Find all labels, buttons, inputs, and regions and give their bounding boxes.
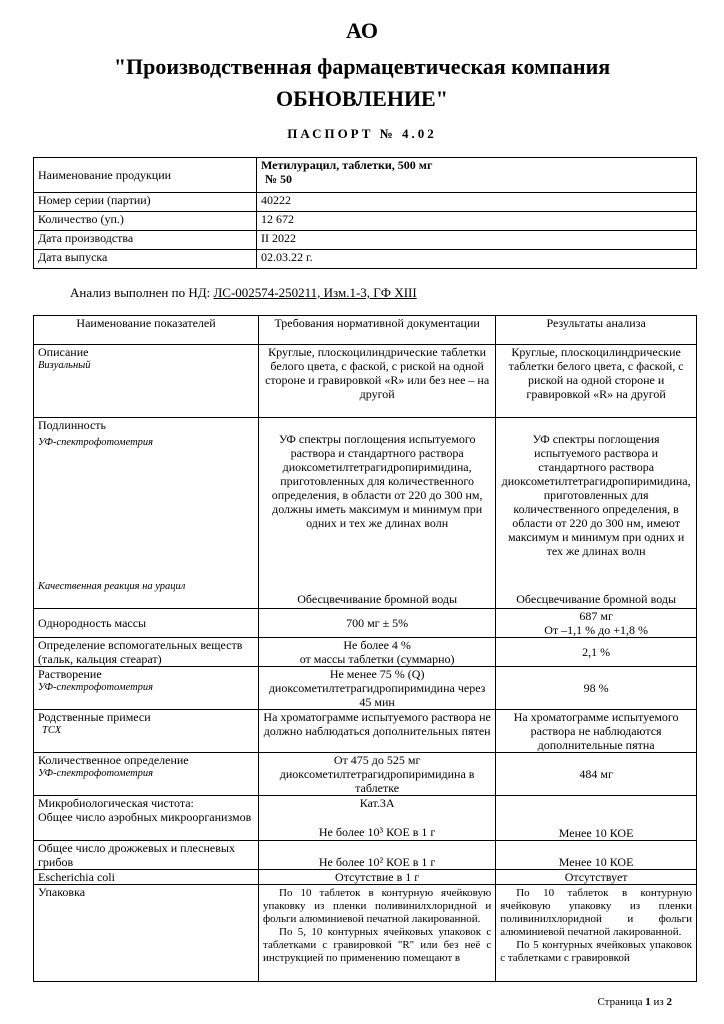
res-cell: 484 мг [496,753,697,796]
table-row [34,753,697,796]
table-header [34,316,697,345]
res-cell: Менее 10 КОЕ [496,796,697,841]
req-cell: УФ спектры поглощения испытуемого раствора и стандартного раствора диоксометилтетрагидропиримидина, приготовленных для количественного определения, в области от 220 до 300 нм, должны иметь максимум и минимум при одних и тех же длинах волн [271,432,483,530]
row-method: УФ-спектрофотометрия [38,682,154,693]
info-row-production-date [34,231,697,250]
table-row [34,710,697,753]
res-cell: Обесцвечивание бромной воды [516,592,677,606]
table-row [34,796,697,841]
info-value [257,158,697,193]
req-cell: По 5, 10 контурных ячейковых упаковок с таблетками с гравировкой "R" или без неё с инструкцией по применению помещают в [263,926,492,964]
row-subname: Общее число аэробных микроорганизмов [38,810,252,824]
company-name-line2: ОБНОВЛЕНИЕ" [276,86,448,111]
req-cell: Отсутствие в 1 г [259,870,496,885]
table-row [34,885,697,982]
res-cell: 98 % [496,667,697,710]
info-row-release-date [34,250,697,269]
row-name: Упаковка [34,885,259,982]
info-label: Наименование продукции [34,158,257,193]
company-form: АО [346,18,378,43]
analysis-prefix: Анализ выполнен по НД: [70,285,214,300]
analysis-table [33,315,697,982]
passport-title: ПАСПОРТ № 4.02 [287,126,437,141]
info-row-quantity [34,212,697,231]
res-cell: По 5 контурных ячейковых упаковок с таблетками с гравировкой [500,939,692,964]
req-cell: Обесцвечивание бромной воды [297,592,458,606]
info-label: Количество (уп.) [34,212,257,231]
info-row-series [34,193,697,212]
res-cell: Круглые, плоскоцилиндрические таблетки белого цвета, с фаской, с риской на одной стороне и гравировкой «R» на другой [496,345,697,418]
req-cell: 700 мг ± 5% [259,609,496,638]
row-name: Подлинность [38,418,107,432]
res-cell: УФ спектры поглощения испытуемого раствора и стандартного раствора диоксометилтетрагидропиримидина, приготовленных для количественного определения, в области от 220 до 300 нм, имеют максимум и минимум при одних и тех же длинах волн [501,432,691,558]
res-cell: Отсутствует [496,870,697,885]
product-pack: № 50 [265,172,293,186]
table-row [34,638,697,667]
page-counter: Страница 1 из 2 [597,996,672,1008]
req-cell: По 10 таблеток в контурную ячейковую упаковку из пленки поливинилхлоридной и фольги алюминиевой печатной лакированной. [263,887,492,925]
nd-reference: ЛС-002574-250211, Изм.1-3, ГФ XIII [213,285,417,300]
req-cell: Не менее 75 % (Q) диоксометилтетрагидропиримидина через 45 мин [259,667,496,710]
res-cell: 687 мг [579,609,613,623]
row-method: Качественная реакция на урацил [38,581,186,592]
row-name: Однородность массы [34,609,259,638]
req-cell: Не более 10³ КОЕ в 1 г [318,825,436,839]
table-row [34,667,697,710]
row-name: Количественное определение [38,753,189,767]
product-info-table [33,157,697,269]
row-name: Общее число дрожжевых и плесневых грибов [34,841,259,870]
table-row [34,418,697,609]
req-cell: Кат.3А [359,796,395,810]
info-label: Дата выпуска [34,250,257,269]
res-cell: От –1,1 % до +1,8 % [544,623,648,637]
req-cell: Круглые, плоскоцилиндрические таблетки белого цвета, с фаской, с риской на одной стороне и гравировкой «R» или без нее – на другой [259,345,496,418]
req-cell: Не более 4 % [343,638,411,652]
req-cell: Не более 10² КОЕ в 1 г [259,841,496,870]
row-name: Описание [38,345,89,359]
req-cell: От 475 до 525 мг диоксометилтетрагидропиримидина в таблетке [259,753,496,796]
row-method: Визуальный [38,360,91,371]
res-cell: По 10 таблеток в контурную ячейковую упаковку из пленки поливинилхлоридной и фольги алюминиевой печатной лакированной. [500,887,692,938]
table-row [34,345,697,418]
header-results: Результаты анализа [496,316,697,345]
info-value: 40222 [257,193,697,212]
row-method: УФ-спектрофотометрия [38,768,154,779]
info-row-product [34,158,697,193]
table-row [34,609,697,638]
company-name-line1: "Производственная фармацевтическая компания [113,54,611,79]
row-method: ТСХ [42,725,62,736]
table-row [34,870,697,885]
row-name: Определение вспомогательных веществ (тальк, кальция стеарат) [34,638,259,667]
req-cell: На хроматограмме испытуемого раствора не должно наблюдаться дополнительных пятен [259,710,496,753]
header-indicator: Наименование показателей [34,316,259,345]
req-cell: от массы таблетки (суммарно) [299,652,455,666]
analysis-basis [70,285,417,301]
info-value: 12 672 [257,212,697,231]
info-value: 02.03.22 г. [257,250,697,269]
row-name: Растворение [38,667,102,681]
info-value: II 2022 [257,231,697,250]
info-label: Дата производства [34,231,257,250]
res-cell: На хроматограмме испытуемого раствора не наблюдаются дополнительные пятна [496,710,697,753]
table-row [34,841,697,870]
row-method: УФ-спектрофотометрия [38,437,154,448]
row-name: Escherichia coli [34,870,259,885]
res-cell: 2,1 % [496,638,697,667]
product-name: Метилурацил, таблетки, 500 мг [261,158,433,172]
info-label: Номер серии (партии) [34,193,257,212]
header-requirements: Требования нормативной документации [259,316,496,345]
row-name: Родственные примеси [38,710,151,724]
res-cell: Менее 10 КОЕ [496,841,697,870]
row-name: Микробиологическая чистота: [38,796,194,810]
